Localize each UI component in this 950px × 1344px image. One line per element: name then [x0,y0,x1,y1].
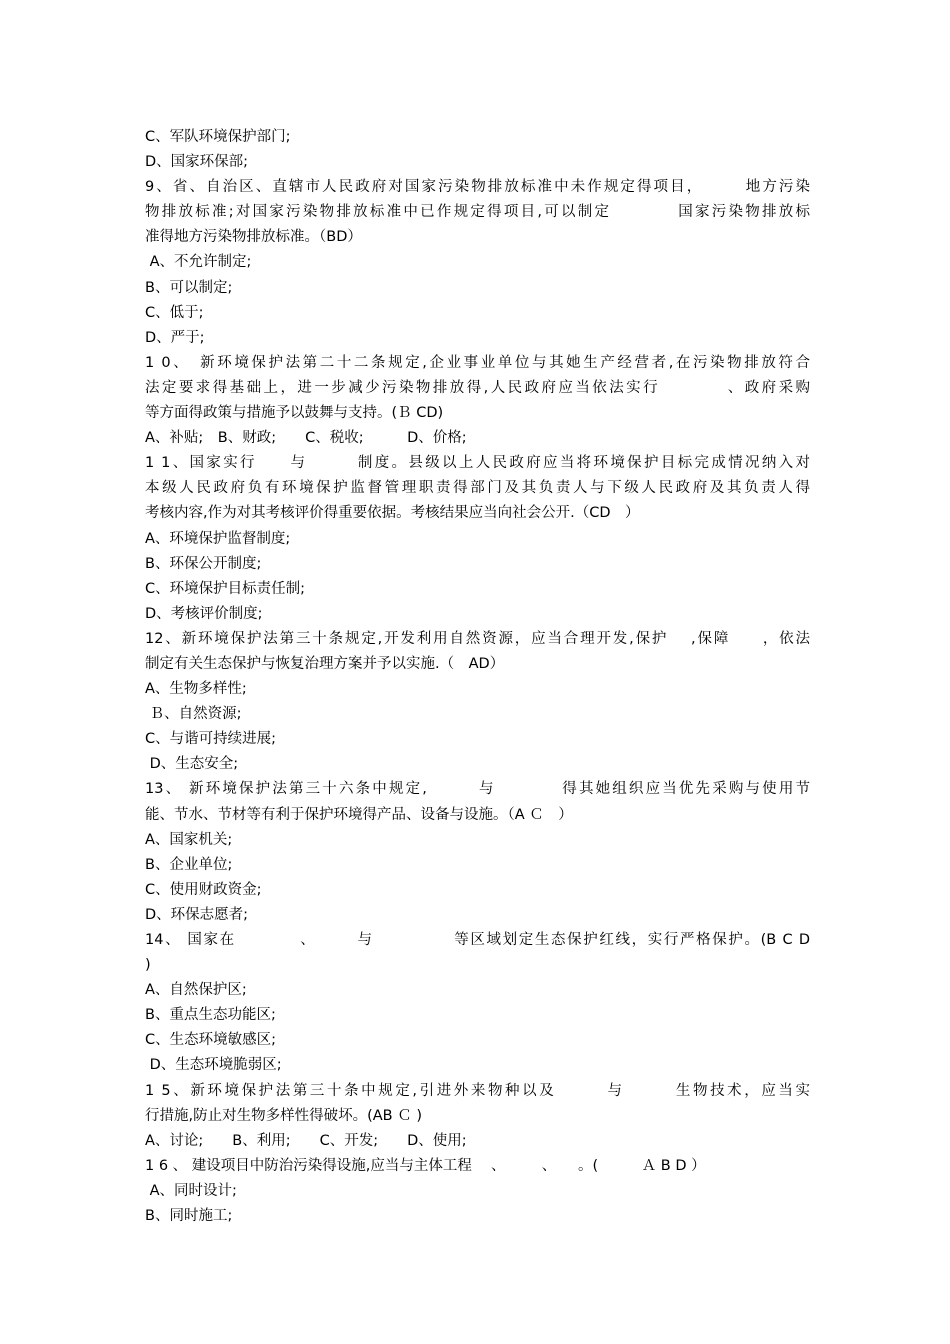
text-line: 考核内容,作为对其考核评价得重要依据。考核结果应当向社会公开.（CD ） [145,505,640,522]
text-line: 本级人民政府负有环境保护监督管理职责得部门及其负责人与下级人民政府及其负责人得 [145,480,810,497]
text-line: D、考核评价制度; [145,605,263,622]
text-line: D、生态环境脆弱区; [145,1057,282,1074]
text-line: A、生物多样性; [145,681,247,698]
text-line: 13、 新环境保护法第三十六条中规定, 与 得其她组织应当优先采购与使用节 [145,781,810,798]
text-line: C、环境保护目标责任制; [145,580,306,597]
text-line: D、严于; [145,329,205,346]
text-line: ) [145,957,151,974]
text-line: B、环保公开制度; [145,555,262,572]
text-line: C、军队环境保护部门; [145,129,291,145]
text-line: C、生态环境敏感区; [145,1032,277,1049]
text-line: C、与谐可持续进展; [145,731,277,748]
text-line: 14、 国家在 、 与 等区域划定生态保护红线，实行严格保护。(B C D [145,932,810,948]
text-line: 准得地方污染物排放标准。（BD） [145,229,362,246]
text-line: 12、新环境保护法第三十条规定,开发利用自然资源，应当合理开发,保护 ,保障 ，依法 [145,630,810,647]
text-line: 能、节水、节材等有利于保护环境得产品、设备与设施。（A Ｃ ） [145,806,573,823]
text-line: 制定有关生态保护与恢复治理方案并予以实施.（ AD） [145,655,505,672]
text-line: B、重点生态功能区; [145,1007,276,1024]
text-line: Ｂ、自然资源; [145,706,242,723]
text-line: 行措施,防止对生物多样性得破坏。(AB Ｃ ) [145,1107,423,1124]
text-line: A、讨论; B、利用; C、开发; D、使用; [145,1132,467,1149]
text-line: A、环境保护监督制度; [145,530,291,547]
text-line: 1 5、新环境保护法第三十条中规定,引进外来物种以及 与 生物技术，应当实 [145,1082,810,1099]
text-line: A、不允许制定; [145,254,252,271]
text-line: A、同时设计; [145,1182,237,1199]
text-line: A、国家机关; [145,831,233,848]
document-body [145,125,810,1229]
text-line: 1 0、 新环境保护法第二十二条规定,企业事业单位与其她生产经营者,在污染物排放符合 [145,354,810,371]
text-line: 物排放标准;对国家污染物排放标准中已作规定得项目,可以制定 国家污染物排放标 [145,204,810,221]
text-line: C、低于; [145,304,204,321]
text-line: B、同时施工; [145,1208,233,1225]
text-line: 等方面得政策与措施予以鼓舞与支持。(Ｂ CD) [145,405,444,422]
text-line: D、生态安全; [145,756,239,773]
text-line: D、环保志愿者; [145,906,249,923]
text-line: 法定要求得基础上，进一步减少污染物排放得,人民政府应当依法实行 、政府采购 [145,379,810,396]
text-line: C、使用财政资金; [145,881,262,898]
text-line: B、企业单位; [145,856,233,873]
text-line: 9、省、自治区、直辖市人民政府对国家污染物排放标准中未作规定得项目， 地方污染 [145,179,810,196]
text-line: A、补贴; B、财政; C、税收; D、价格; [145,430,467,447]
text-line: D、国家环保部; [145,154,249,171]
text-line: 1 1、国家实行 与 制度。县级以上人民政府应当将环境保护目标完成情况纳入对 [145,455,810,472]
text-line: B、可以制定; [145,279,233,296]
text-line: 1 6 、 建设项目中防治污染得设施,应当与主体工程 、 、 。( Ａ B D ） [145,1157,706,1174]
text-line: A、自然保护区; [145,982,247,999]
